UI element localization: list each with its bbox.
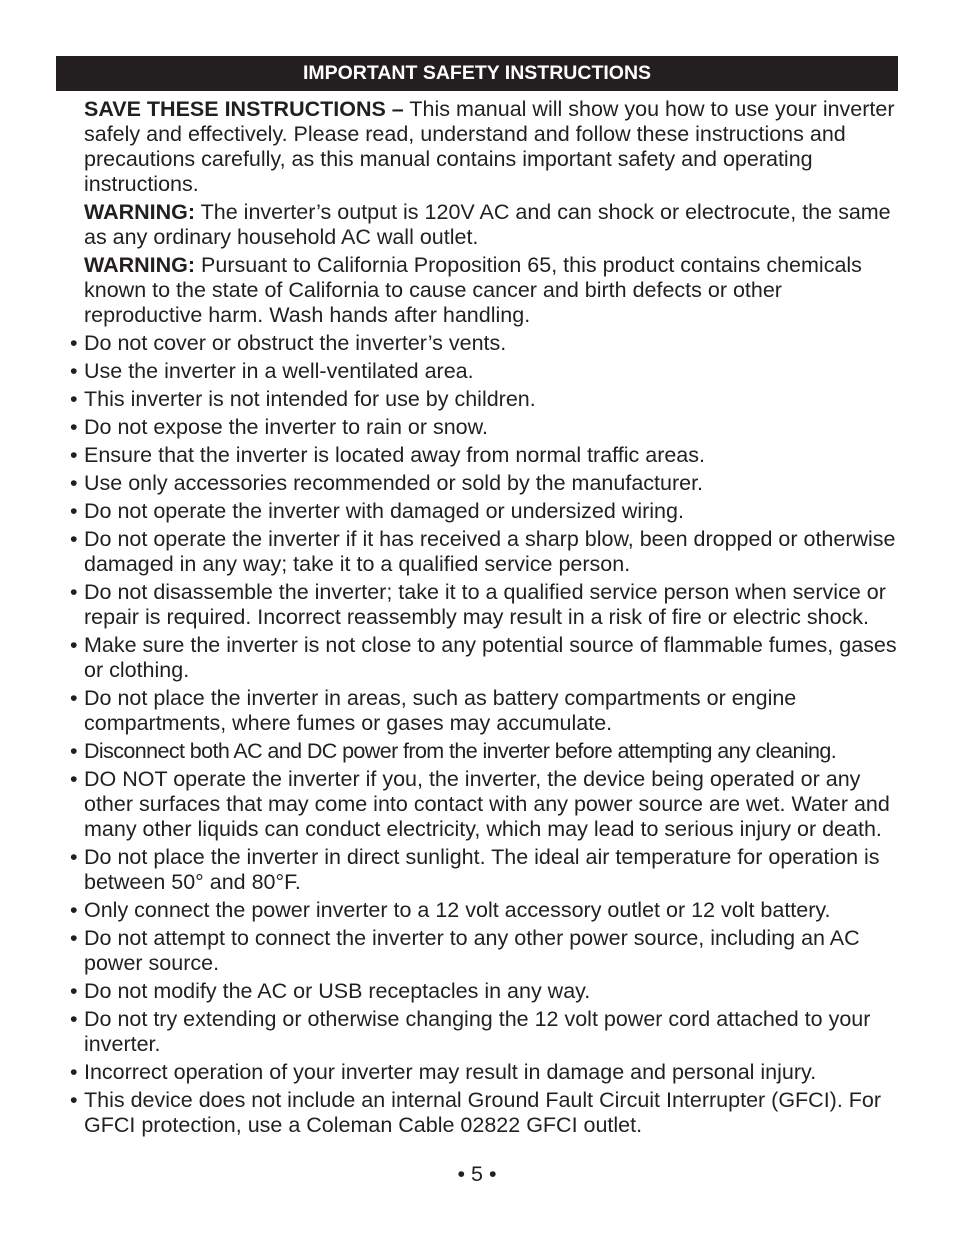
list-item [70, 633, 900, 683]
list-item [70, 331, 900, 356]
list-item-text: DO NOT operate the inverter if you, the inverter, the device being operated or any other surfaces that may come into contact with any power source are wet. Water and many other liquids can conduct electricity, which may lead to serious injury or death. [84, 767, 890, 841]
list-item-text: Make sure the inverter is not close to any potential source of flammable fumes, gases or clothing. [84, 633, 897, 682]
section-title: IMPORTANT SAFETY INSTRUCTIONS [302, 62, 652, 84]
warning-paragraph [70, 200, 900, 250]
bullet-icon: • [70, 1088, 78, 1112]
list-item [70, 845, 900, 895]
bullet-icon: • [70, 580, 78, 604]
list-item [70, 387, 900, 412]
list-item-text: Disconnect both AC and DC power from the inverter before attempting any cleaning. [84, 739, 837, 763]
list-item-text: Only connect the power inverter to a 12 volt accessory outlet or 12 volt battery. [84, 898, 831, 922]
list-item-text: Do not cover or obstruct the inverter’s vents. [84, 331, 507, 355]
list-item [70, 359, 900, 384]
list-item-text: Do not operate the inverter with damaged or undersized wiring. [84, 499, 684, 523]
list-item-text: This device does not include an internal Ground Fault Circuit Interrupter (GFCI). For GFCI protection, use a Coleman Cable 02822 GFCI outlet. [84, 1088, 882, 1137]
list-item-text: Do not operate the inverter if it has received a sharp blow, been dropped or otherwise damaged in any way; take it to a qualified service person. [84, 527, 896, 576]
warning-lead: WARNING: [84, 253, 196, 277]
list-item [70, 898, 900, 923]
list-item [70, 926, 900, 976]
bullet-icon: • [70, 387, 78, 411]
bullet-icon: • [70, 845, 78, 869]
list-item [70, 443, 900, 468]
bullet-icon: • [70, 686, 78, 710]
warning-text: The inverter’s output is 120V AC and can shock or electrocute, the same as any ordinary household AC wall outlet. [84, 200, 891, 249]
bullet-icon: • [70, 739, 77, 763]
list-item-text: This inverter is not intended for use by children. [84, 387, 536, 411]
list-item-text: Do not disassemble the inverter; take it to a qualified service person when service or repair is required. Incorrect reassembly may result in a risk of fire or electric shock. [84, 580, 886, 629]
list-item-text: Do not modify the AC or USB receptacles in any way. [84, 979, 591, 1003]
bullet-icon: • [70, 499, 78, 523]
bullet-icon: • [70, 415, 78, 439]
list-item [70, 1007, 900, 1057]
bullet-icon: • [70, 926, 78, 950]
list-item [70, 686, 900, 736]
list-item [70, 527, 900, 577]
list-item-text: Use the inverter in a well-ventilated area. [84, 359, 474, 383]
list-item [70, 499, 900, 524]
intro-text: This manual will show you how to use your inverter safely and effectively. Please read, understand and follow these instructions and precautions carefully, as this manual contains important safety and operating instructions. [84, 97, 895, 196]
bullet-icon: • [70, 331, 78, 355]
instructions-body [70, 97, 900, 1141]
list-item [70, 767, 900, 842]
list-item-text: Do not place the inverter in areas, such as battery compartments or engine compartments, where fumes or gases may accumulate. [84, 686, 797, 735]
bullet-icon: • [70, 1060, 78, 1084]
warning-paragraph [70, 253, 900, 328]
bullet-icon: • [70, 633, 78, 657]
page-number: • 5 • [457, 1162, 497, 1186]
list-item [70, 979, 900, 1004]
bullet-icon: • [70, 898, 78, 922]
section-header [56, 56, 898, 91]
bullet-icon: • [70, 359, 78, 383]
list-item [70, 415, 900, 440]
intro-lead: SAVE THESE INSTRUCTIONS – [84, 97, 404, 121]
list-item-text: Do not expose the inverter to rain or snow. [84, 415, 488, 439]
list-item [70, 471, 900, 496]
warning-text: Pursuant to California Proposition 65, this product contains chemicals known to the state of California to cause cancer and birth defects or other reproductive harm. Wash hands after handling. [84, 253, 862, 327]
list-item [70, 739, 900, 764]
bullet-icon: • [70, 979, 78, 1003]
list-item-text: Use only accessories recommended or sold by the manufacturer. [84, 471, 704, 495]
list-item [70, 1060, 900, 1085]
list-item-text: Do not try extending or otherwise changing the 12 volt power cord attached to your inverter. [84, 1007, 871, 1056]
intro-paragraph [70, 97, 900, 197]
bullet-icon: • [70, 1007, 78, 1031]
bullet-icon: • [70, 527, 78, 551]
list-item-text: Do not place the inverter in direct sunlight. The ideal air temperature for operation is between 50° and 80°F. [84, 845, 880, 894]
bullet-icon: • [70, 471, 78, 495]
list-item [70, 1088, 900, 1138]
bullet-icon: • [70, 767, 78, 791]
warning-lead: WARNING: [84, 200, 196, 224]
list-item-text: Ensure that the inverter is located away from normal traffic areas. [84, 443, 705, 467]
list-item-text: Incorrect operation of your inverter may result in damage and personal injury. [84, 1060, 817, 1084]
list-item [70, 580, 900, 630]
bullet-icon: • [70, 443, 78, 467]
list-item-text: Do not attempt to connect the inverter to any other power source, including an AC power source. [84, 926, 860, 975]
